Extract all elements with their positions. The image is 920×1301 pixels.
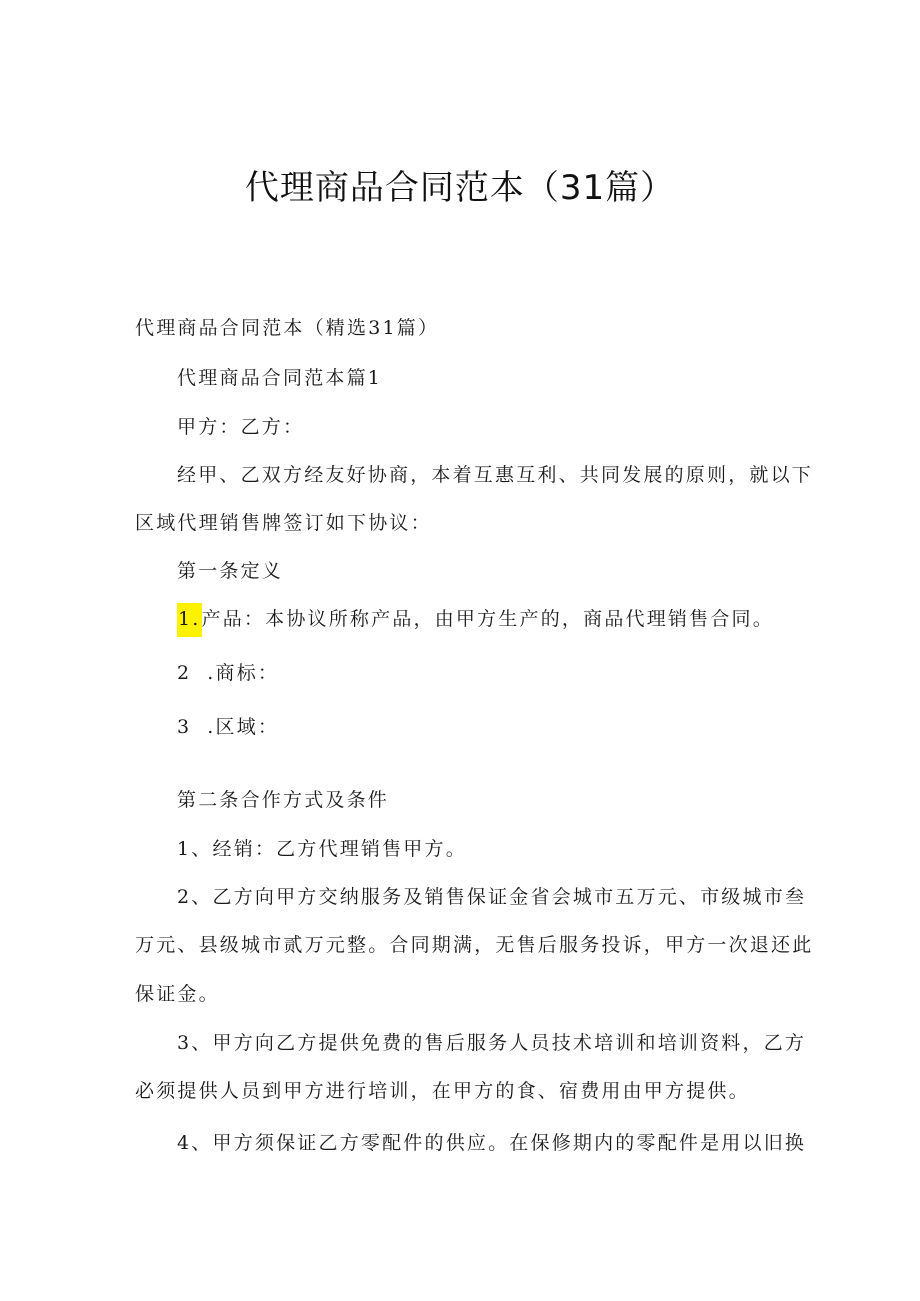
clause-1: 1、经销：乙方代理销售甲方。: [177, 838, 467, 860]
clause-3-line-2: 必须提供人员到甲方进行培训，在甲方的食、宿费用由甲方提供。: [135, 1080, 750, 1102]
intro-paragraph-line-2: 区域代理销售牌签订如下协议：: [135, 512, 432, 534]
clause-2-line-2: 万元、县级城市贰万元整。合同期满，无售后服务投诉，甲方一次退还此: [135, 934, 814, 956]
article-1-heading: 第一条定义: [177, 560, 284, 582]
highlighted-item-number: 1.: [177, 603, 202, 637]
section-title: 代理商品合同范本篇1: [177, 367, 383, 389]
clause-2-line-1: 2、乙方向甲方交纳服务及销售保证金省会城市五万元、市级城市叁: [177, 886, 807, 908]
definition-item-3: [177, 715, 279, 739]
definition-item-1: [177, 607, 774, 631]
definition-item-2: [177, 661, 279, 685]
parties-line: 甲方：乙方：: [177, 416, 305, 438]
clause-2-line-3: 保证金。: [135, 983, 220, 1005]
clause-3-line-1: 3、甲方向乙方提供免费的售后服务人员技术培训和培训资料，乙方: [177, 1032, 807, 1054]
definition-item-1-text: 产品：本协议所称产品，由甲方生产的，商品代理销售合同。: [201, 608, 774, 630]
definition-item-3-number: 3: [177, 716, 192, 738]
document-title: 代理商品合同范本（31篇）: [244, 168, 676, 208]
clause-4-line-1: 4、甲方须保证乙方零配件的供应。在保修期内的零配件是用以旧换: [177, 1132, 807, 1154]
definition-item-3-text: .区域：: [207, 716, 280, 738]
article-2-heading: 第二条合作方式及条件: [177, 789, 390, 811]
definition-item-2-number: 2: [177, 662, 192, 684]
intro-paragraph-line-1: 经甲、乙双方经友好协商，本着互惠互利、共同发展的原则，就以下: [177, 464, 814, 486]
definition-item-2-text: .商标：: [207, 662, 280, 684]
document-subtitle: 代理商品合同范本（精选31篇）: [135, 317, 440, 339]
